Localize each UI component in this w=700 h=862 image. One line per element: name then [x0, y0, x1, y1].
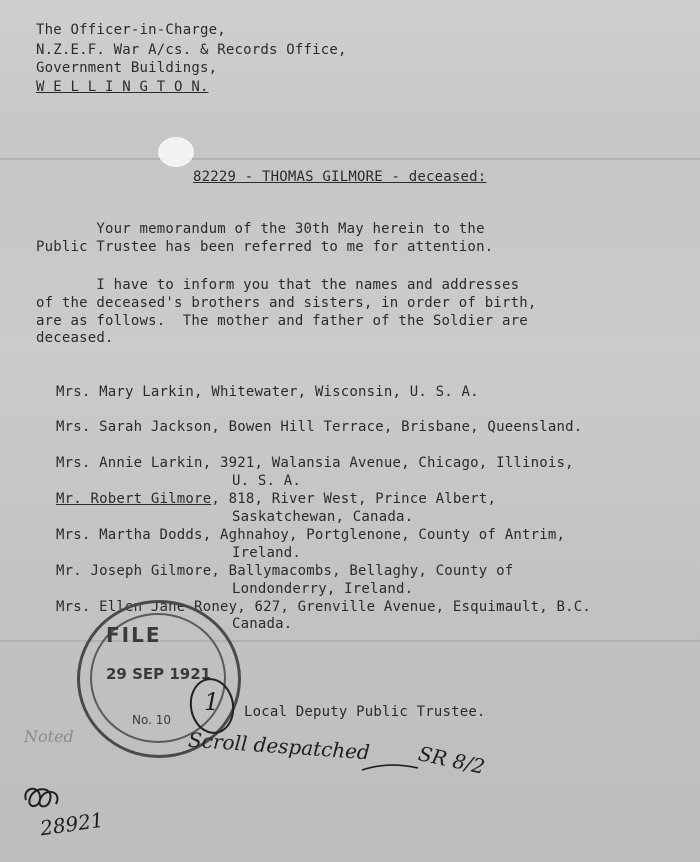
sibling-6-line-1: Mr. Joseph Gilmore, Ballymacombs, Bellaghy, County of — [56, 563, 514, 579]
address-line-2: N.Z.E.F. War A/cs. & Records Office, — [36, 42, 347, 58]
sibling-5-line-2: Ireland. — [232, 545, 302, 561]
address-line-4: W E L L I N G T O N. — [36, 79, 209, 95]
para2-line-1: I have to inform you that the names and addresses — [36, 277, 520, 293]
sibling-6-line-2: Londonderry, Ireland. — [232, 581, 414, 597]
punch-hole — [158, 137, 194, 167]
para1-line-2: Public Trustee has been referred to me for attention. — [36, 239, 494, 255]
despatched-handwriting: Scroll despatched — [187, 727, 371, 765]
despatched-underline — [360, 760, 420, 774]
address-line-1: The Officer-in-Charge, — [36, 22, 226, 38]
reference-handwriting: 28921 — [38, 807, 105, 841]
stamp-file-label: FILE — [106, 623, 162, 647]
para2-line-4: deceased. — [36, 330, 114, 346]
circled-number: 1 — [204, 688, 220, 716]
sibling-4-address: , 818, River West, Prince Albert, — [211, 491, 497, 507]
sibling-2: Mrs. Sarah Jackson, Bowen Hill Terrace, Brisbane, Queensland. — [56, 419, 583, 435]
sibling-7-line-1: Mrs. Ellen Jane Roney, 627, Grenville Avenue, Esquimault, B.C. — [56, 599, 591, 615]
stamp-date: 29 SEP 1921 — [106, 665, 212, 683]
noted-handwriting: Noted — [24, 727, 74, 746]
initials-handwriting: SR 8/2 — [416, 741, 488, 779]
sibling-4-name: Mr. Robert Gilmore — [56, 491, 212, 507]
sibling-4-line-2: Saskatchewan, Canada. — [232, 509, 414, 525]
sibling-3-line-1: Mrs. Annie Larkin, 3921, Walansia Avenue, Chicago, Illinois, — [56, 455, 574, 471]
para2-line-2: of the deceased's brothers and sisters, in order of birth, — [36, 295, 537, 311]
fold-line — [0, 158, 700, 160]
subject-heading: 82229 - THOMAS GILMORE - deceased: — [193, 169, 487, 185]
scribble-mark — [20, 780, 66, 816]
sibling-5-line-1: Mrs. Martha Dodds, Aghnahoy, Portglenone, County of Antrim, — [56, 527, 566, 543]
sibling-7-line-2: Canada. — [232, 616, 293, 632]
stamp-number: No. 10 — [132, 713, 172, 727]
sibling-3-line-2: U. S. A. — [232, 473, 302, 489]
address-line-3: Government Buildings, — [36, 60, 218, 76]
sibling-4-line-1 — [56, 491, 496, 507]
para2-line-3: are as follows. The mother and father of the Soldier are — [36, 313, 528, 329]
para1-line-1: Your memorandum of the 30th May herein to the — [36, 221, 485, 237]
signature-title: Local Deputy Public Trustee. — [244, 704, 486, 720]
sibling-1: Mrs. Mary Larkin, Whitewater, Wisconsin, U. S. A. — [56, 384, 479, 400]
